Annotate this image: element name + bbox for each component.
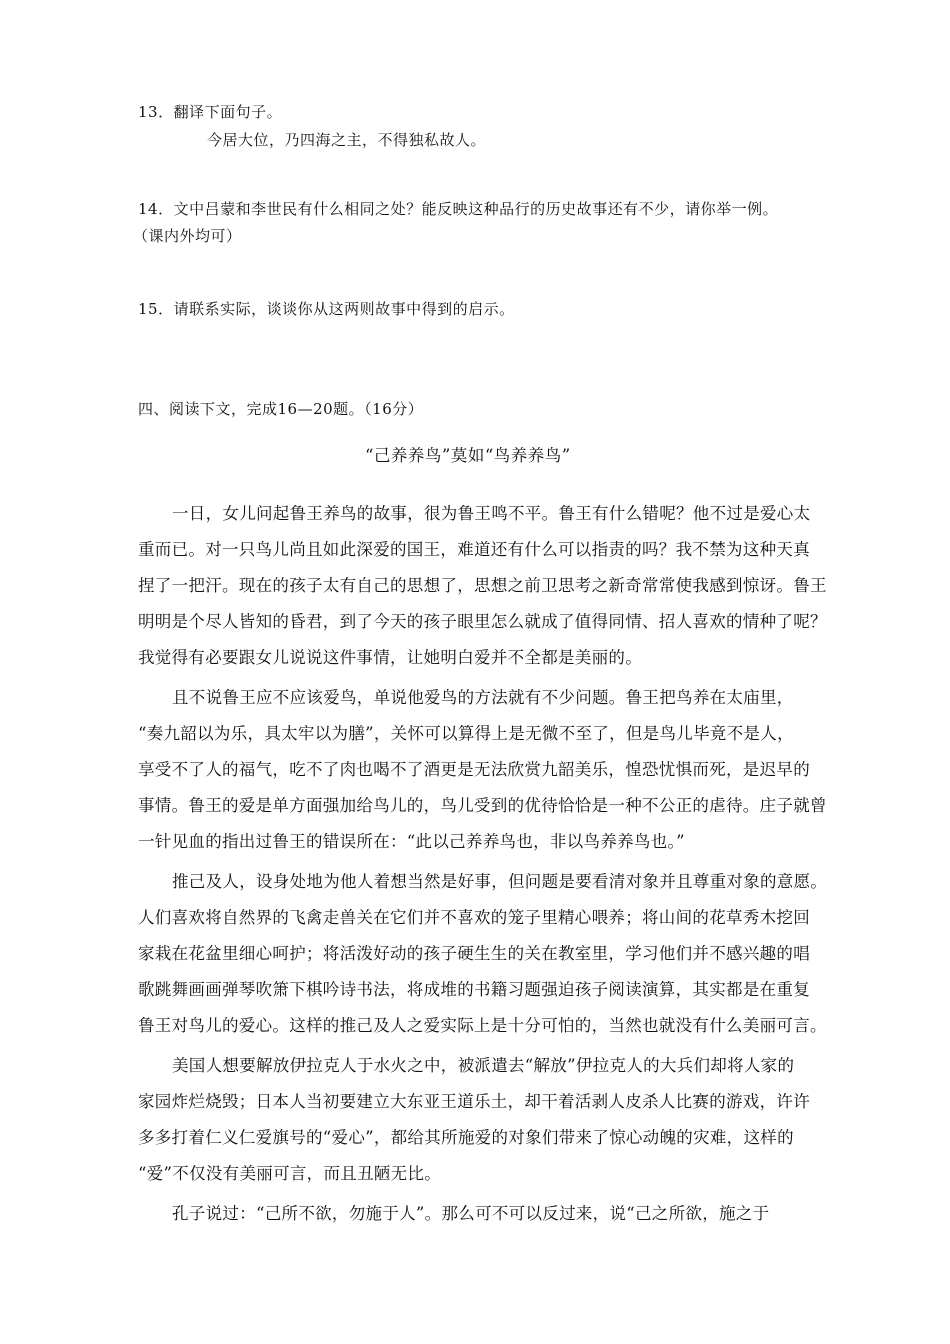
article-line: 事情。鲁王的爱是单方面强加给鸟儿的，鸟儿受到的优待恰恰是一种不公正的虐待。庄子就曾 [138,796,827,815]
section-4-heading: 四、阅读下文，完成16—20题。（16分） [138,400,424,418]
article-line: 捏了一把汗。现在的孩子太有自己的思想了，思想之前卫思考之新奇常常使我感到惊讶。鲁王 [138,576,827,595]
question-14-line-1: 14．文中吕蒙和李世民有什么相同之处？能反映这种品行的历史故事还有不少，请你举一例。 [138,200,779,218]
article-line: 人们喜欢将自然界的飞禽走兽关在它们并不喜欢的笼子里精心喂养；将山间的花草秀木挖回 [138,908,810,927]
article-line: 鲁王对鸟儿的爱心。这样的推己及人之爱实际上是十分可怕的，当然也就没有什么美丽可言。 [138,1016,827,1035]
article-line: 家园炸烂烧毁；日本人当初要建立大东亚王道乐土，却干着活剥人皮杀人比赛的游戏，许许 [138,1092,810,1111]
article-line: 重而已。对一只鸟儿尚且如此深爱的国王，难道还有什么可以指责的吗？我不禁为这种天真 [138,540,810,559]
article-title: “己养养鸟”莫如“鸟养养鸟” [365,446,571,465]
article-line: 多多打着仁义仁爱旗号的“爱心”，都给其所施爱的对象们带来了惊心动魄的灾难，这样的 [138,1128,794,1147]
article-line: “爱”不仅没有美丽可言，而且丑陋无比。 [138,1164,442,1183]
article-line: “奏九韶以为乐，具太牢以为膳”，关怀可以算得上是无微不至了，但是鸟儿毕竟不是人， [138,724,794,743]
article-line: 推己及人，设身处地为他人着想当然是好事，但问题是要看清对象并且尊重对象的意愿。 [172,872,828,891]
question-13-label: 13．翻译下面句子。 [138,103,283,121]
article-line: 家栽在花盆里细心呵护；将活泼好动的孩子硬生生的关在教室里，学习他们并不感兴趣的唱 [138,944,810,963]
article-line: 一针见血的指出过鲁王的错误所在：“此以己养养鸟也，非以鸟养养鸟也。” [138,832,685,851]
question-15-label: 15．请联系实际，谈谈你从这两则故事中得到的启示。 [138,300,515,318]
article-line: 享受不了人的福气，吃不了肉也喝不了酒更是无法欣赏九韶美乐，惶恐忧惧而死，是迟早的 [138,760,810,779]
question-14-line-2: （课内外均可） [133,227,242,245]
article-line: 明明是个尽人皆知的昏君，到了今天的孩子眼里怎么就成了值得同情、招人喜欢的情种了呢？ [138,612,827,631]
article-line: 美国人想要解放伊拉克人于水火之中，被派遣去“解放”伊拉克人的大兵们却将人家的 [172,1056,795,1075]
article-line: 我觉得有必要跟女儿说说这件事情，让她明白爱并不全都是美丽的。 [138,648,642,667]
question-13-sentence: 今居大位，乃四海之主，不得独私故人。 [207,131,487,149]
article-line: 歌跳舞画画弹琴吹箫下棋吟诗书法，将成堆的书籍习题强迫孩子阅读演算，其实都是在重复 [138,980,810,999]
article-line: 孔子说过：“己所不欲，勿施于人”。那么可不可以反过来，说“己之所欲，施之于 [172,1204,770,1223]
article-line: 一日，女儿问起鲁王养鸟的故事，很为鲁王鸣不平。鲁王有什么错呢？他不过是爱心太 [172,504,811,523]
article-line: 且不说鲁王应不应该爱鸟，单说他爱鸟的方法就有不少问题。鲁王把鸟养在太庙里， [172,688,794,707]
